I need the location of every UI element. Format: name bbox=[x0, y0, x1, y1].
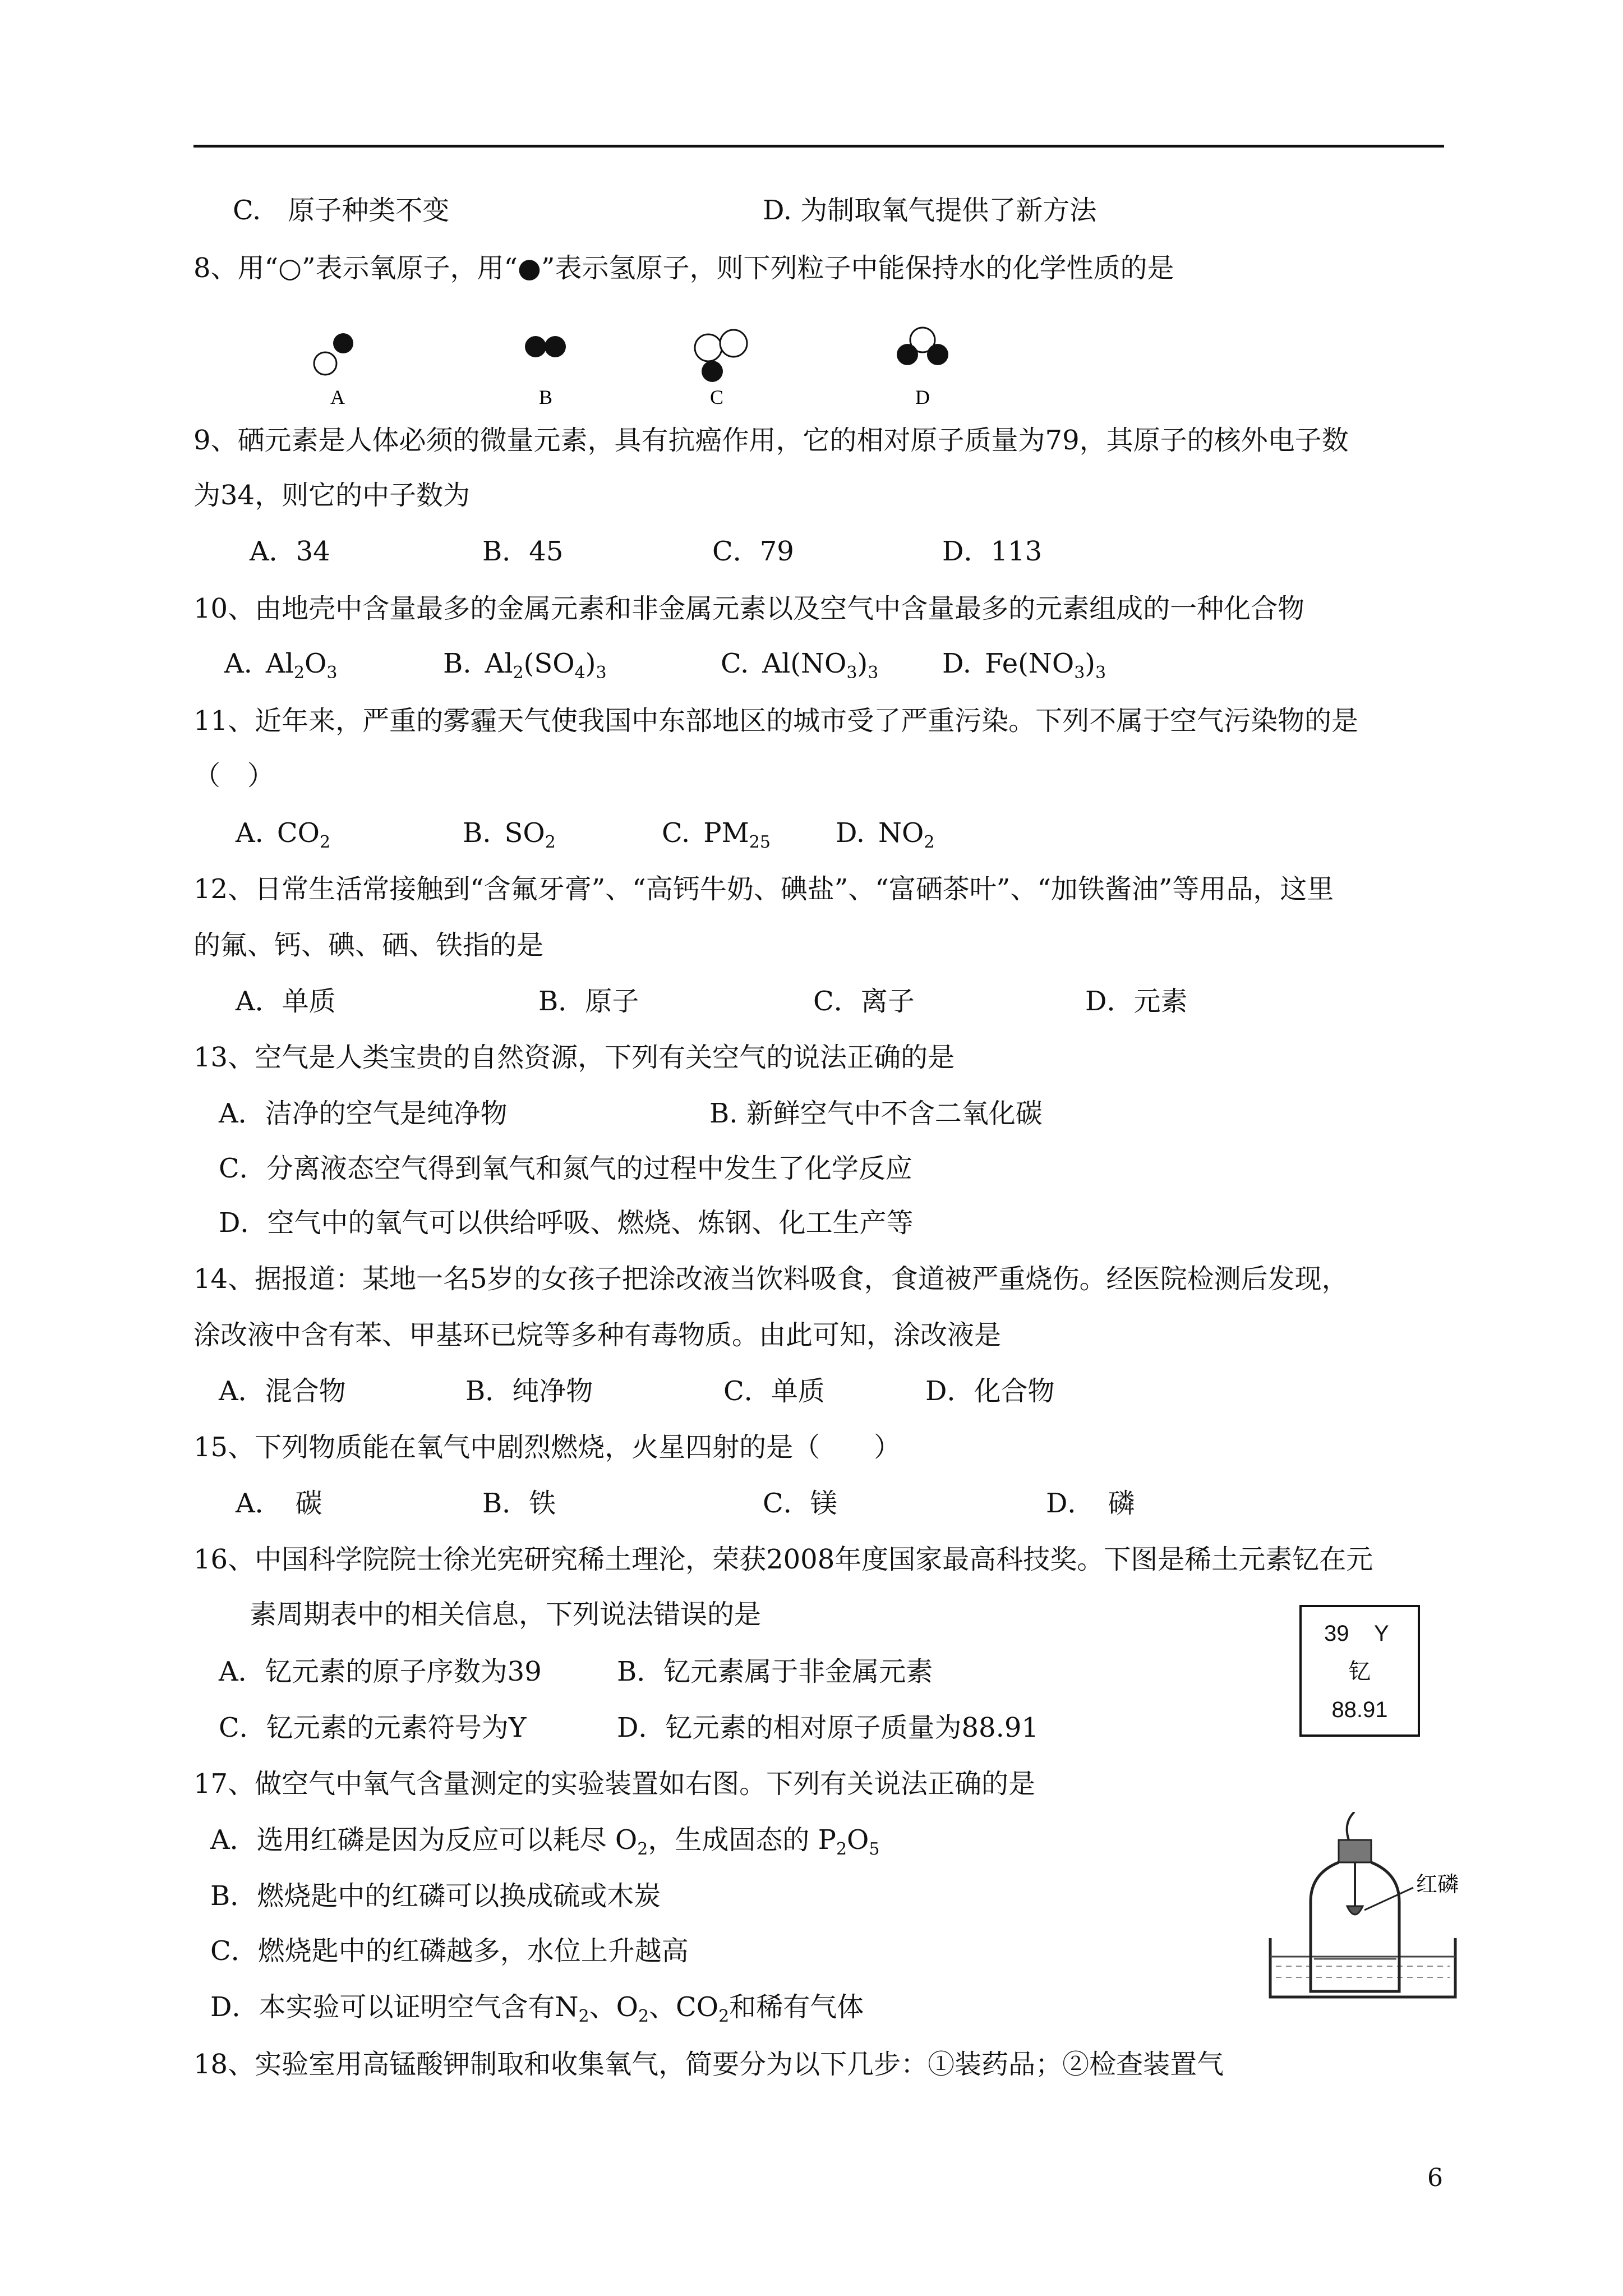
header-rule bbox=[193, 145, 1444, 148]
q15-option-d: D． 磷 bbox=[1046, 1488, 1135, 1519]
q17-option-a: A．选用红磷是因为反应可以耗尽 $O_2$，生成固态的 $P_2O_5$ bbox=[210, 1824, 880, 1859]
q7-option-c: C. 原子种类不变 bbox=[233, 195, 450, 226]
molecule-d bbox=[897, 328, 948, 365]
q8-label-c: C bbox=[709, 386, 724, 408]
q15-option-a: A． 碳 bbox=[236, 1488, 322, 1519]
q9-option-b: B．45 bbox=[482, 536, 564, 567]
element-number: 39 bbox=[1324, 1621, 1349, 1646]
oxygen-apparatus-diagram bbox=[1265, 1812, 1478, 2008]
q8-molecule-figure bbox=[303, 320, 987, 409]
q14-option-b: B．纯净物 bbox=[465, 1375, 593, 1407]
q12-option-d: D．元素 bbox=[1085, 986, 1188, 1017]
q14-option-c: C．单质 bbox=[723, 1375, 825, 1407]
q17-stem: 17、做空气中氧气含量测定的实验装置如右图。下列有关说法正确的是 bbox=[193, 1768, 1036, 1800]
q13-option-a: A．洁净的空气是纯净物 bbox=[219, 1098, 508, 1129]
q10-stem: 10、由地壳中含量最多的金属元素和非金属元素以及空气中含量最多的元素组成的一种化合物 bbox=[193, 593, 1305, 624]
element-symbol: Y bbox=[1373, 1621, 1389, 1646]
q14-option-a: A．混合物 bbox=[219, 1375, 346, 1407]
page-number: 6 bbox=[1427, 2164, 1443, 2192]
q16-option-c: C．钇元素的元素符号为Y bbox=[219, 1712, 527, 1743]
q16-option-d: D．钇元素的相对原子质量为88.91 bbox=[617, 1712, 1039, 1743]
q17-option-b: B．燃烧匙中的红磷可以换成硫或木炭 bbox=[210, 1880, 661, 1912]
q9-stem-1: 9、硒元素是人体必须的微量元素，具有抗癌作用，它的相对原子质量为79，其原子的核外电子数 bbox=[193, 425, 1349, 456]
q10-option-d: D. $Fe(NO_3)_3$ bbox=[942, 648, 1106, 683]
q16-option-b: B．钇元素属于非金属元素 bbox=[617, 1656, 933, 1687]
q12-option-b: B．原子 bbox=[538, 986, 639, 1017]
q10-option-b: B. $Al_2(SO_4)_3$ bbox=[443, 648, 607, 683]
q15-option-b: B．铁 bbox=[482, 1488, 556, 1519]
molecule-b bbox=[525, 336, 566, 357]
q10-option-a: A. $Al_2O_3$ bbox=[224, 648, 338, 683]
q17-option-c: C．燃烧匙中的红磷越多，水位上升越高 bbox=[210, 1935, 689, 1967]
q17-option-d: D．本实验可以证明空气含有$N_2$、$O_2$、$CO_2$和稀有气体 bbox=[210, 1991, 864, 2026]
q9-option-c: C．79 bbox=[712, 536, 794, 567]
q12-stem-2: 的氟、钙、碘、硒、铁指的是 bbox=[193, 930, 544, 961]
q11-stem-1: 11、近年来，严重的雾霾天气使我国中东部地区的城市受了严重污染。下列不属于空气污染物的是 bbox=[193, 705, 1359, 737]
element-mass: 88.91 bbox=[1331, 1697, 1388, 1722]
q8-stem: 8、用“○”表示氧原子，用“●”表示氢原子，则下列粒子中能保持水的化学性质的是 bbox=[193, 252, 1174, 284]
element-number-symbol bbox=[1302, 1619, 1418, 1648]
q14-stem-2: 涂改液中含有苯、甲基环已烷等多种有毒物质。由此可知，涂改液是 bbox=[193, 1319, 1002, 1351]
q11-option-a: A. $CO_2$ bbox=[236, 817, 331, 852]
q12-option-a: A．单质 bbox=[236, 986, 336, 1017]
element-name: 钇 bbox=[1348, 1659, 1371, 1684]
element-card-yttrium bbox=[1299, 1605, 1420, 1737]
red-phosphorus-label: 红磷 bbox=[1416, 1872, 1459, 1897]
molecule-a bbox=[314, 333, 353, 375]
q13-option-b: B. 新鲜空气中不含二氧化碳 bbox=[709, 1098, 1043, 1129]
molecule-c bbox=[695, 330, 747, 382]
q8-label-b: B bbox=[538, 386, 553, 408]
q7-option-d: D. 为制取氧气提供了新方法 bbox=[763, 195, 1097, 226]
q13-option-c: C．分离液态空气得到氧气和氮气的过程中发生了化学反应 bbox=[219, 1153, 912, 1184]
q12-stem-1: 12、日常生活常接触到“含氟牙膏”、“高钙牛奶、碘盐”、“富硒茶叶”、“加铁酱油”等用品，这里 bbox=[193, 873, 1334, 905]
q12-option-c: C．离子 bbox=[813, 986, 915, 1017]
q9-option-d: D．113 bbox=[942, 536, 1043, 567]
q14-stem-1: 14、据报道：某地一名5岁的女孩子把涂改液当饮料吸食，食道被严重烧伤。经医院检测后发现， bbox=[193, 1263, 1349, 1295]
q13-stem: 13、空气是人类宝贵的自然资源，下列有关空气的说法正确的是 bbox=[193, 1042, 955, 1073]
q11-stem-2: （ ） bbox=[193, 760, 275, 792]
q13-option-d: D．空气中的氧气可以供给呼吸、燃烧、炼钢、化工生产等 bbox=[219, 1207, 914, 1239]
q10-option-c: C. $Al(NO_3)_3$ bbox=[721, 648, 879, 683]
q16-stem-1: 16、中国科学院院士徐光宪研究稀土理沦，荣获2008年度国家最高科技奖。下图是稀土元素钇在元 bbox=[193, 1544, 1373, 1575]
q15-option-c: C．镁 bbox=[763, 1488, 837, 1519]
q8-label-a: A bbox=[330, 386, 345, 408]
q11-option-d: D. $NO_2$ bbox=[836, 817, 935, 852]
q11-option-c: C. $PM_{25}$ bbox=[662, 817, 771, 852]
q15-stem: 15、下列物质能在氧气中剧烈燃烧，火星四射的是（ ） bbox=[193, 1432, 901, 1463]
q16-option-a: A．钇元素的原子序数为39 bbox=[219, 1656, 542, 1687]
q18-stem: 18、实验室用高锰酸钾制取和收集氧气，简要分为以下几步：①装药品；②检查装置气 bbox=[193, 2049, 1224, 2080]
q8-label-d: D bbox=[915, 386, 930, 408]
q9-stem-2: 为34，则它的中子数为 bbox=[193, 480, 471, 511]
q11-option-b: B. $SO_2$ bbox=[463, 817, 556, 852]
q14-option-d: D．化合物 bbox=[925, 1375, 1055, 1407]
q16-stem-2: 素周期表中的相关信息，下列说法错误的是 bbox=[250, 1599, 762, 1630]
q9-option-a: A．34 bbox=[250, 536, 330, 567]
